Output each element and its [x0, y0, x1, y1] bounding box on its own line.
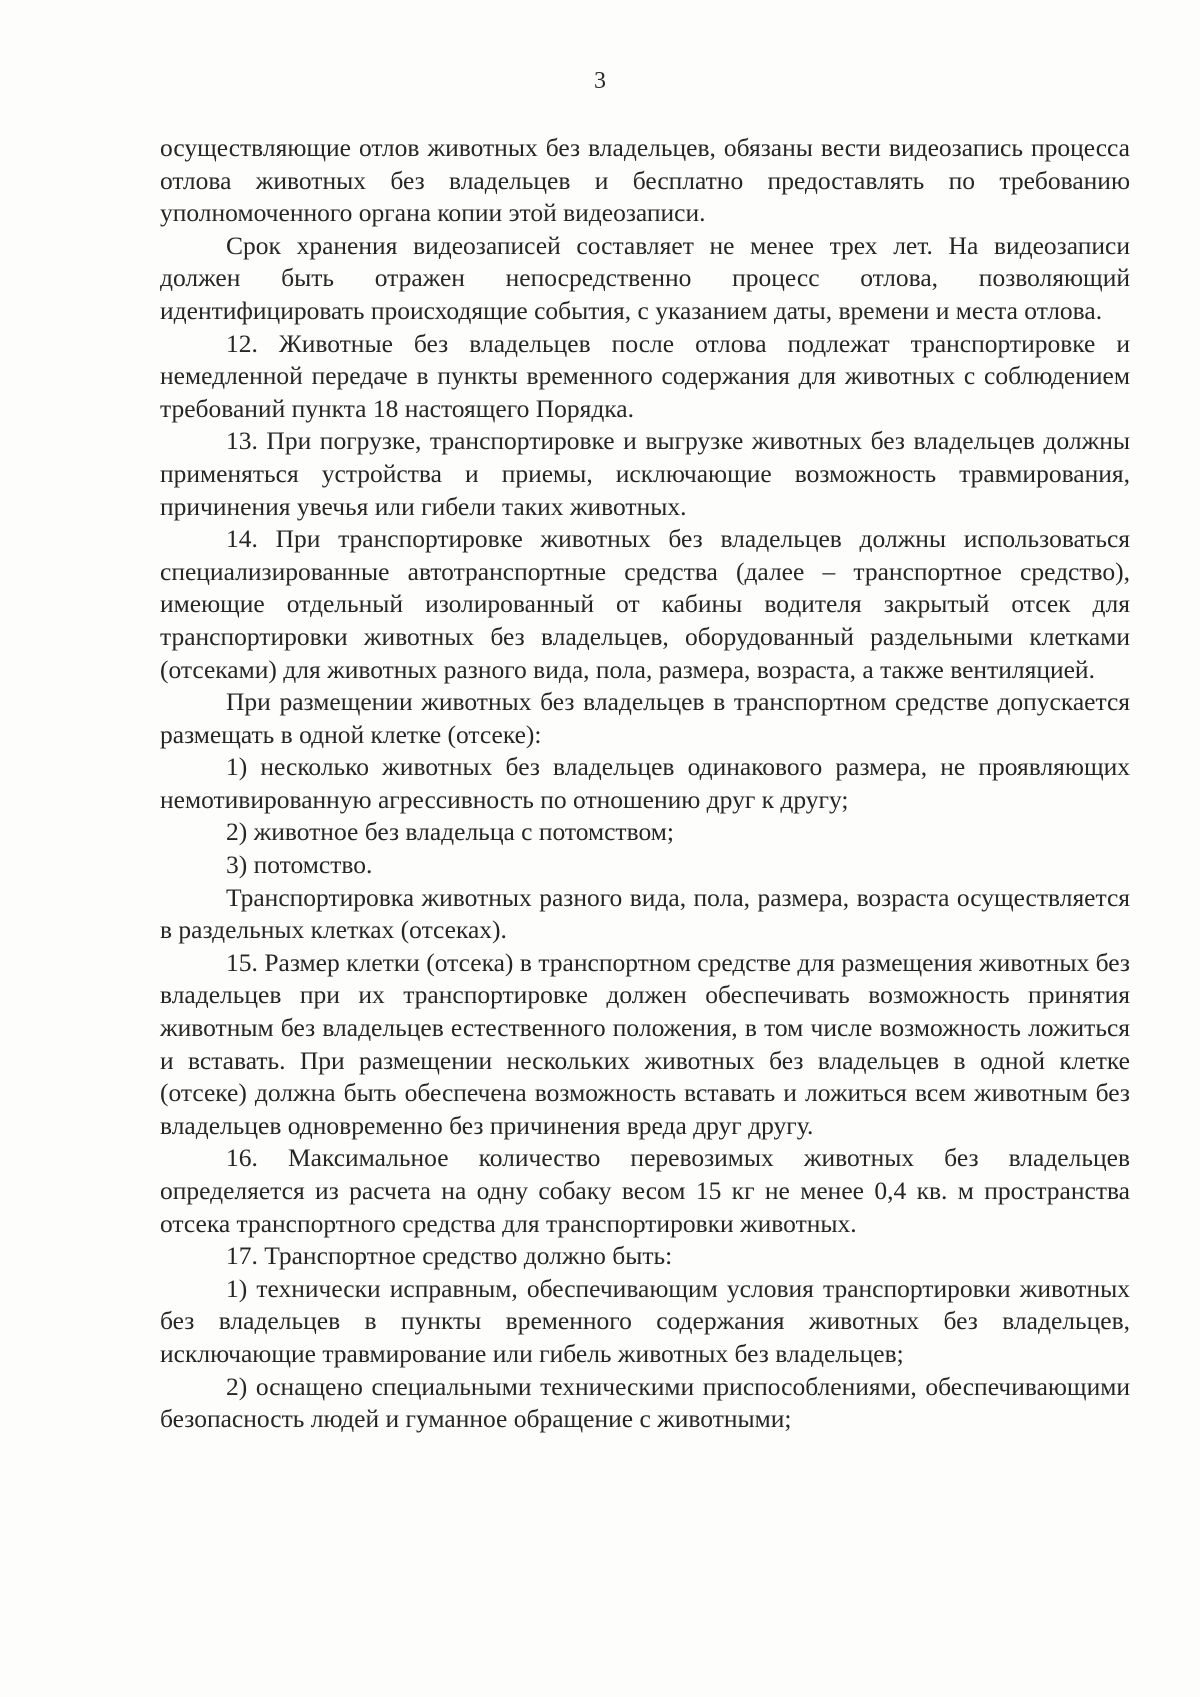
page-number: 3 — [594, 68, 606, 94]
paragraph: 3) потомство. — [226, 850, 373, 880]
paragraph: 1) технически исправным, обеспечивающим условия транспортировки животных без владельцев в пункты временного содержания животных без владельцев, исключающие травмирование или гибель животных без владельцев; — [160, 1273, 1130, 1368]
paragraph: При размещении животных без владельцев в транспортном средстве допускается размещать в одной клетке (отсеке): — [160, 687, 1130, 749]
document-body — [160, 132, 1130, 1436]
paragraph: 2) животное без владельца с потомством; — [226, 817, 674, 847]
paragraph: 17. Транспортное средство должно быть: — [226, 1241, 673, 1271]
paragraph: 12. Животные без владельцев после отлова подлежат транспортировке и немедленной передаче в пункты временного содержания для животных с соблюдением требований пункта 18 настоящего Порядка. — [160, 328, 1130, 423]
paragraph: 15. Размер клетки (отсека) в транспортном средстве для размещения животных без владельцев при их транспортировке должен обеспечивать возможность принятия животным без владельцев естественного положения, в том числе возможность ложиться и вставать. При размещении нескольких животных без владельцев в одной клетке (отсеке) должна быть обеспечена возможность вставать и ложиться всем животным без владельцев одновременно без причинения вреда друг другу. — [160, 947, 1130, 1140]
paragraph: 14. При транспортировке животных без владельцев должны использоваться специализированные автотранспортные средства (далее – транспортное средство), имеющие отдельный изолированный от кабины водителя закрытый отсек для транспортировки животных без владельцев, оборудованный раздельными клетками (отсеками) для животных разного вида, пола, размера, возраста, а также вентиляцией. — [160, 524, 1130, 684]
paragraph: 2) оснащено специальными техническими приспособлениями, обеспечивающими безопасность людей и гуманное обращение с животными; — [160, 1371, 1130, 1434]
paragraph: Транспортировка животных разного вида, пола, размера, возраста осуществляется в раздельных клетках (отсеках). — [160, 882, 1130, 945]
paragraph: 13. При погрузке, транспортировке и выгрузке животных без владельцев должны применяться устройства и приемы, исключающие возможность травмирования, причинения увечья или гибели таких животных. — [160, 426, 1130, 521]
paragraph: 1) несколько животных без владельцев одинакового размера, не проявляющих немотивированную агрессивность по отношению друг к другу; — [160, 752, 1130, 814]
paragraph: осуществляющие отлов животных без владельцев, обязаны вести видеозапись процесса отлова животных без владельцев и бесплатно предоставлять по требованию уполномоченного органа копии этой видеозаписи. — [160, 133, 1130, 228]
paragraph: 16. Максимальное количество перевозимых животных без владельцев определяется из расчета на одну собаку весом 15 кг не менее 0,4 кв. м пространства отсека транспортного средства для транспортировки животных. — [160, 1143, 1130, 1238]
paragraph: Срок хранения видеозаписей составляет не менее трех лет. На видеозаписи должен быть отражен непосредственно процесс отлова, позволяющий идентифицировать происходящие события, с указанием даты, времени и места отлова. — [160, 230, 1130, 325]
